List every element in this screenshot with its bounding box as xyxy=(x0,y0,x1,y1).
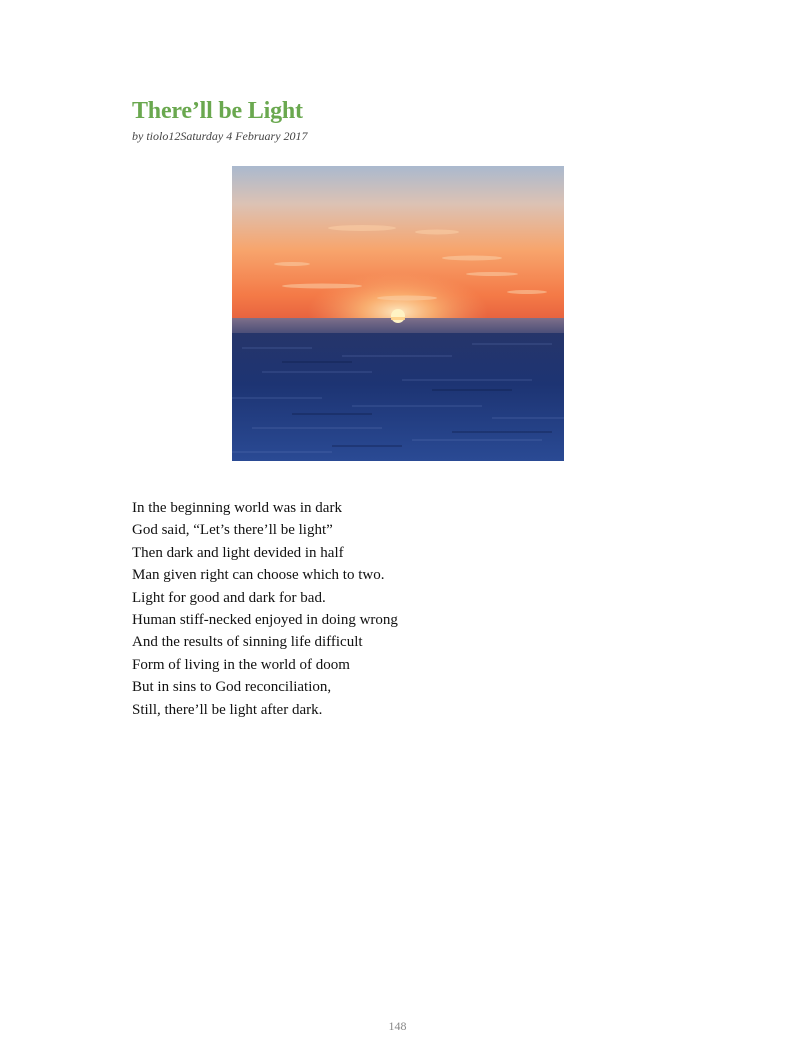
poem-line: Light for good and dark for bad. xyxy=(132,589,326,606)
page-title: There’ll be Light xyxy=(132,98,303,124)
byline: by tiolo12Saturday 4 February 2017 xyxy=(132,129,308,143)
poem-line: But in sins to God reconciliation, xyxy=(132,679,332,696)
poem-line: Then dark and light devided in half xyxy=(132,544,344,561)
poem-line: Human stiff-necked enjoyed in doing wrong xyxy=(132,612,398,629)
poem xyxy=(132,497,398,721)
poem-line: Still, there’ll be light after dark. xyxy=(132,701,323,718)
page-number: 148 xyxy=(388,1019,407,1033)
poem-line: Man given right can choose which to two. xyxy=(132,567,385,584)
sunset-photo xyxy=(232,166,564,461)
poem-line: And the results of sinning life difficult xyxy=(132,634,363,651)
poem-line: Form of living in the world of doom xyxy=(132,656,350,673)
poem-line: God said, “Let’s there’ll be light” xyxy=(132,522,333,539)
poem-line: In the beginning world was in dark xyxy=(132,500,342,516)
